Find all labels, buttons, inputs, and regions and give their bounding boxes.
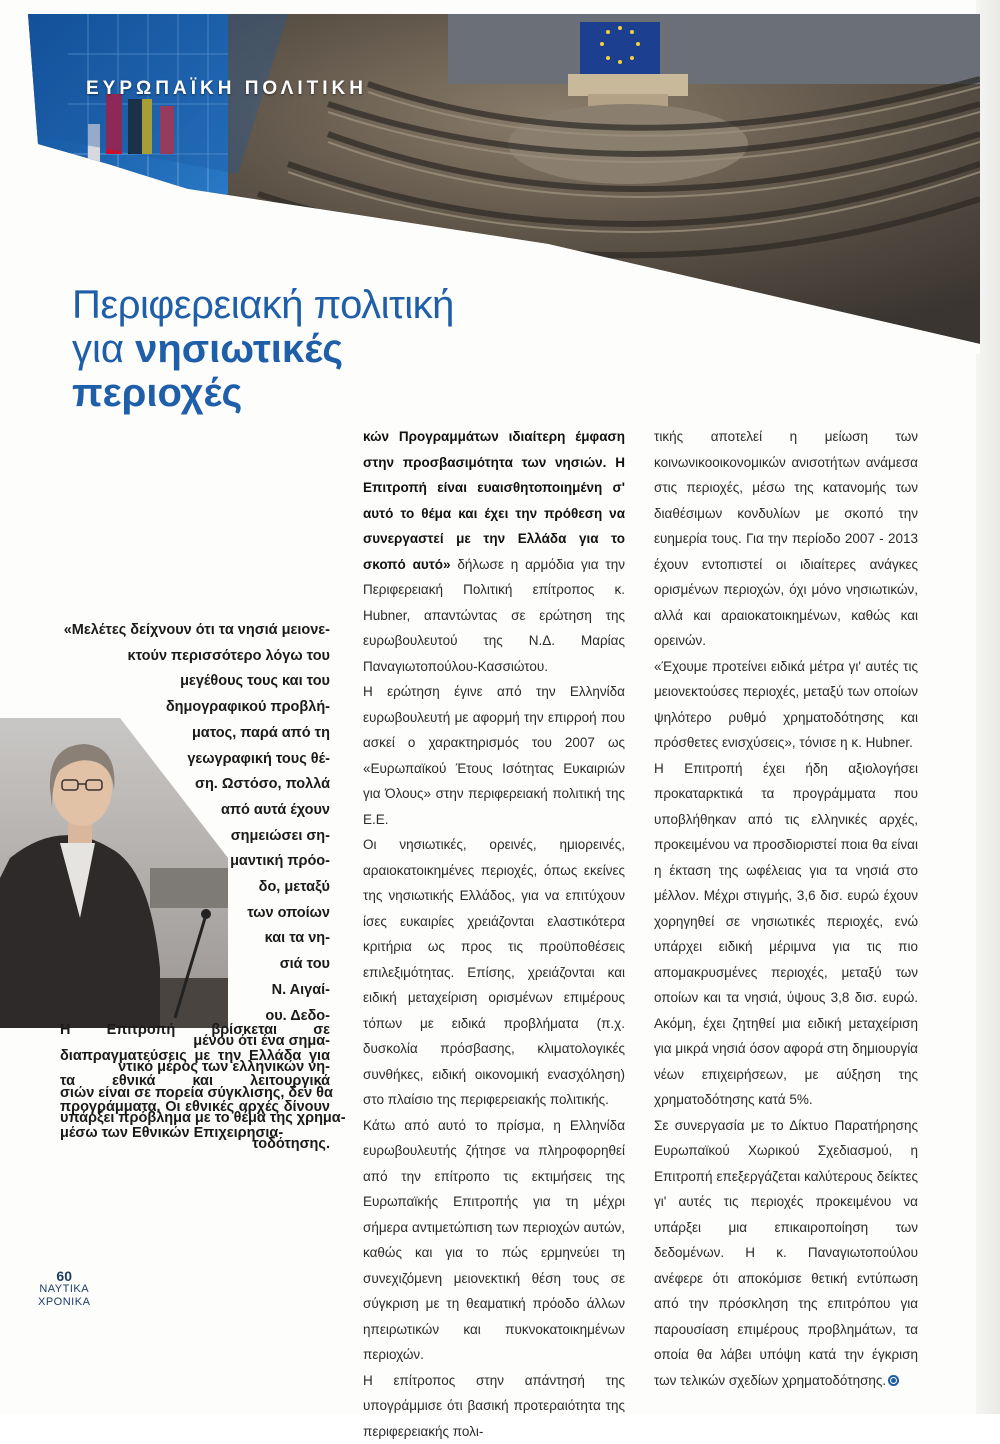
quote-line: σημειώσει ση- xyxy=(60,824,330,850)
middle-paragraph-2: Η ερώτηση έγινε από την Ελληνίδα ευρωβουλευτή με αφορμή την επιρροή που ασκεί ο χαρακτηρισμός του 2007 ως «Ευρωπαϊκού Έτους Ισότητας Ευκαιριών για Όλους» στην περιφερειακή πολιτική της Ε.Ε. xyxy=(363,679,625,832)
article-title xyxy=(72,283,454,415)
quote-line: μεγέθους τους και του xyxy=(60,669,330,695)
quote-line: «Μελέτες δείχνουν ότι τα νησιά μειονε- xyxy=(60,618,330,644)
right-paragraph-4 xyxy=(654,1113,918,1394)
middle-paragraph-3: Οι νησιωτικές, ορεινές, ημιορεινές, αραιοκατοικημένες περιοχές, όπως εκείνες της νησιωτικής Ελλάδος, για να επιτύχουν ίσες ευκαιρίες χρειάζονται ελαστικότερα κριτήρια ως προς τις προϋποθέσεις επιλεξιμότητας. Επίσης, χρειάζονται και ειδική μεταχείριση ορισμένων επιμέρους τόπων με ειδικά προβλήματα (π.χ. δυσκολία πρόσβασης, κλιματολογικές συνθήκες, ειδική οικονομική ενασχόληση) στο πλαίσιο της περιφερειακής πολιτικής. xyxy=(363,832,625,1113)
quote-line: των οποίων xyxy=(60,901,330,927)
quote-line: υπάρξει πρόβλημα με το θέμα της χρημα- xyxy=(60,1106,330,1132)
quote-line: σιά του xyxy=(60,952,330,978)
magazine-name-line-1: ΝΑΥΤΙΚΑ xyxy=(38,1283,90,1296)
magazine-name-line-2: ΧΡΟΝΙΚΑ xyxy=(38,1296,90,1309)
quote-line: μαντική πρόο- xyxy=(60,849,330,875)
quote-line: γεωγραφική τους θέ- xyxy=(60,747,330,773)
quote-line: κτούν περισσότερο λόγω του xyxy=(60,644,330,670)
middle-bold-intro: κών Προγραμμάτων ιδιαίτερη έμφαση στην προσβασιμότητα των νησιών. Η Επιτροπή είναι ευαισθητοποιημένη σ' αυτό το θέμα και έχει την πρόθεση να συνεργαστεί με την Ελλάδα για το σκοπό αυτό» xyxy=(363,429,625,572)
right-p4-text: Σε συνεργασία με το Δίκτυο Παρατήρησης Ευρωπαϊκού Χωρικού Σχεδιασμού, η Επιτροπή επεξεργάζεται καλύτερους δείκτες γι' αυτές τις περιοχές προκειμένου να υπάρξει μια επικαιροποίηση των δεδομένων. Η κ. Παναγιωτοπούλου ανέφερε ότι αποκόμισε θετική εντύπωση από την πρόσκληση της επιτρόπου για παρουσίαση επιμέρους προβλημάτων, τα οποία θα λάβει υπόψη κατά την έγκριση των τελικών σχεδίων χρηματοδότησης. xyxy=(654,1118,918,1388)
quote-line: σιών είναι σε πορεία σύγκλισης, δεν θα xyxy=(60,1081,330,1107)
title-line-2 xyxy=(72,327,454,371)
quote-line: ου. Δεδο- xyxy=(60,1004,330,1030)
quote-line: από αυτά έχουν xyxy=(60,798,330,824)
title-line-3: περιοχές xyxy=(72,371,454,415)
middle-paragraph-1 xyxy=(363,424,625,679)
right-paragraph-2: «Έχουμε προτείνει ειδικά μέτρα γι' αυτές τις μειονεκτούσες περιοχές, μεταξύ των οποίων ψηλότερο ρυθμό χρηματοδότησης και πρόσθετες ενισχύσεις», τόνισε η κ. Hubner. xyxy=(654,654,918,756)
quote-line: τοδότησης. xyxy=(60,1132,330,1158)
page-footer xyxy=(38,1270,90,1309)
middle-paragraph-4: Κάτω από αυτό το πρίσμα, η Ελληνίδα ευρωβουλευτής ζήτησε να πληροφορηθεί από την επίτροπο τις εκτιμήσεις της Ευρωπαϊκής Επιτροπής για τη μέχρι σήμερα αντιμετώπιση των περιοχών αυτών, καθώς και για το πώς ερμηνεύει τη συνεχιζόμενη μειονεκτική θέση τους σε σύγκριση με τη θεαματική πρόοδο άλλων ηπειρωτικών και πυκνοκατοικημένων περιοχών. xyxy=(363,1113,625,1368)
end-of-article-icon xyxy=(888,1375,899,1386)
section-label: ΕΥΡΩΠΑΪΚΗ ΠΟΛΙΤΙΚΗ xyxy=(86,78,367,100)
title-line-1: Περιφερειακή πολιτική xyxy=(72,283,454,327)
quote-line: ματος, παρά από τη xyxy=(60,721,330,747)
article-column-right xyxy=(654,424,918,1393)
right-paragraph-1: τικής αποτελεί η μείωση των κοινωνικοοικονομικών ανισοτήτων ανάμεσα στις περιοχές, μέσω της κατανομής των διαθέσιμων κονδυλίων με σκοπό την ευημερία τους. Για την περίοδο 2007 - 2013 έχουν εντοπιστεί οι ιδιαίτερες ανάγκες ορισμένων περιοχών, όχι μόνο νησιωτικών, αλλά και αραιοκατοικημένων, καθώς και ορεινών. xyxy=(654,424,918,654)
quote-line: ντικό μέρος των ελληνικών νη- xyxy=(60,1055,330,1081)
middle-p1-rest: δήλωσε η αρμόδια για την Περιφερειακή Πολιτική επίτροπος κ. Hubner, απαντώντας σε ερώτηση της ευρωβουλευτού της Ν.Δ. Μαρίας Παναγιωτοπούλου-Κασσιώτου. xyxy=(363,557,625,674)
title-line-2-bold: νησιωτικές xyxy=(135,327,343,371)
quote-line: δημογραφικού προβλή- xyxy=(60,695,330,721)
middle-paragraph-5: Η επίτροπος στην απάντησή της υπογράμμισε ότι βασική προτεραιότητα της περιφερειακής πολι- xyxy=(363,1368,625,1444)
quote-line: μένου ότι ένα σημα- xyxy=(60,1029,330,1055)
quote-line: δο, μεταξύ xyxy=(60,875,330,901)
quote-line: Ν. Αιγαί- xyxy=(60,978,330,1004)
quote-line: και τα νη- xyxy=(60,926,330,952)
page-number: 60 xyxy=(38,1270,90,1283)
title-line-2-light: για xyxy=(72,327,135,371)
article-column-middle xyxy=(363,424,625,1444)
lead-paragraph: Η Επιτροπή βρίσκεται σε διαπραγματεύσεις με την Ελλάδα για τα εθνικά και λειτουργικά προγράμματα. Οι εθνικές αρχές δίνουν μέσω των Εθνικών Επιχειρησια- xyxy=(60,1018,330,1147)
right-paragraph-3: Η Επιτροπή έχει ήδη αξιολογήσει προκαταρκτικά τα προγράμματα που υποβλήθηκαν από τις ελληνικές αρχές, προκειμένου να προσδιοριστεί ποια θα είναι η έκταση της ωφέλειας για τα νησιά στο μέλλον. Μέχρι στιγμής, 3,6 δισ. ευρώ έχουν χορηγηθεί σε νησιωτικές περιοχές, ενώ υπάρχει ειδική μέριμνα για τις πιο απομακρυσμένες περιοχές, μεταξύ των οποίων και τα νησιά, ύψους 3,8 δισ. ευρώ. Ακόμη, έχει ζητηθεί μια ειδική μεταχείριση για μικρά νησιά όσον αφορά στη δημιουργία νέων επιχειρήσεων, με αύξηση της χρηματοδότησης κατά 5%. xyxy=(654,756,918,1113)
quote-line: ση. Ωστόσο, πολλά xyxy=(60,772,330,798)
